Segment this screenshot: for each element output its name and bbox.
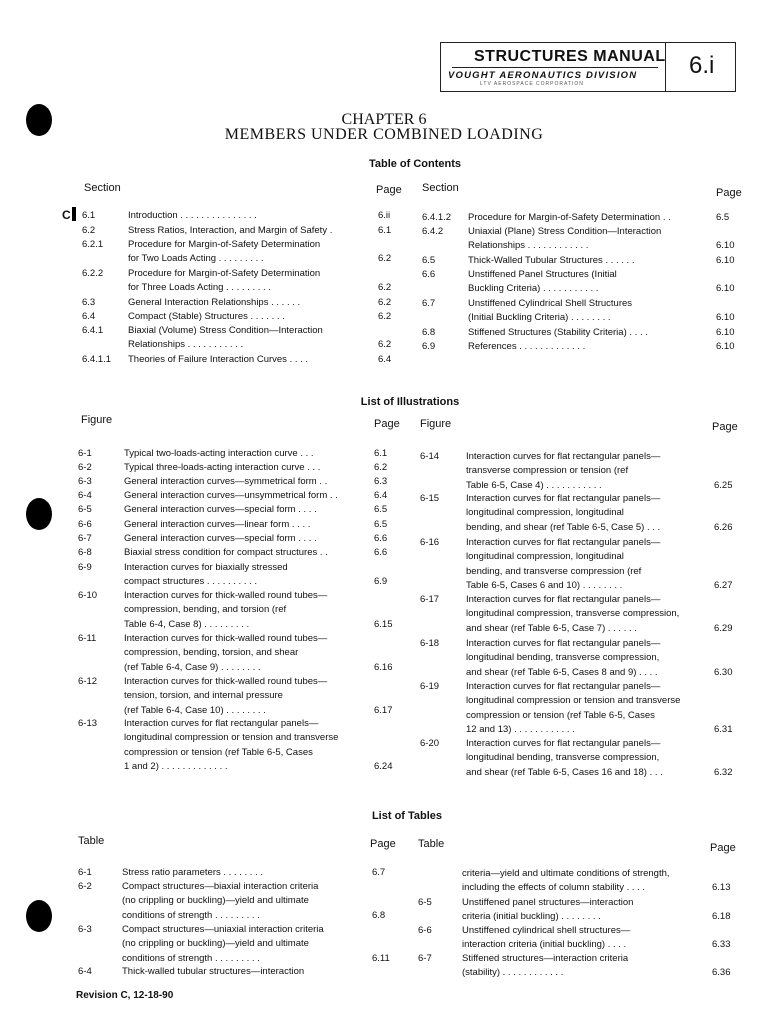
entry-number: 6-19 <box>420 681 440 692</box>
table-label-right: Table <box>418 838 445 850</box>
entry-page: 6.2 <box>378 253 392 265</box>
entry-number: 6-1 <box>78 448 92 459</box>
entry-page: 6.1 <box>374 448 388 459</box>
entry-text: (ref Table 6-4, Case 10) . . . . . . . . <box>124 704 266 716</box>
entry-text: General interaction curves—symmetrical form . . <box>124 476 328 487</box>
chapter-number: CHAPTER 6 <box>341 111 427 128</box>
entry-page: 6.10 <box>716 240 735 252</box>
entry-text: and shear (ref Table 6-5, Cases 8 and 9) . . . . <box>466 666 658 678</box>
entry-page: 6.9 <box>374 576 388 588</box>
entry-text: Interaction curves for flat rectangular panels— <box>466 451 661 462</box>
entry-number: 6.2.2 <box>82 268 104 279</box>
entry-page: 6.13 <box>712 882 731 894</box>
tbl-page-label-right: Page <box>710 842 736 854</box>
entry-text: Interaction curves for thick-walled round tubes— <box>124 590 328 601</box>
entry-number: 6-2 <box>78 462 92 473</box>
entry-page: 6.24 <box>374 760 393 772</box>
entry-text: including the effects of column stability . . . . <box>462 882 646 894</box>
entry-text: Unstiffened Cylindrical Shell Structures <box>468 298 633 309</box>
entry-text: (no crippling or buckling)—yield and ultimate <box>122 938 309 950</box>
entry-page: 6.5 <box>374 504 388 515</box>
entry-text: compression, bending, torsion, and shear <box>124 647 299 659</box>
entry-text: for Two Loads Acting . . . . . . . . . <box>128 253 264 265</box>
entry-text: Buckling Criteria) . . . . . . . . . . . <box>468 283 599 295</box>
entry-page: 6.2 <box>378 339 392 351</box>
binder-hole-middle <box>26 498 52 530</box>
entry-number: 6-2 <box>78 881 92 892</box>
entry-number: 6.2 <box>82 225 96 236</box>
entry-page: 6.29 <box>714 622 733 634</box>
entry-text: Thick-Walled Tubular Structures . . . . . . <box>468 255 635 266</box>
entry-number: 6.7 <box>422 298 436 309</box>
entry-number: 6.3 <box>82 297 96 308</box>
entry-page: 6.ii <box>378 210 391 221</box>
entry-number: 6.2.1 <box>82 239 104 250</box>
toc-heading: Table of Contents <box>368 158 462 170</box>
entry-number: 6-6 <box>418 925 432 936</box>
entry-text: compact structures . . . . . . . . . . <box>124 576 258 588</box>
entry-text: General interaction curves—unsymmetrical form . . <box>124 490 338 501</box>
entry-number: 6-18 <box>420 638 440 649</box>
entry-page: 6.6 <box>374 533 388 544</box>
binder-hole-bottom <box>26 900 52 932</box>
entry-page: 6.4 <box>374 490 388 501</box>
entry-text: Interaction curves for flat rectangular panels— <box>124 718 319 729</box>
manual-title: STRUCTURES MANUAL <box>474 48 666 65</box>
entry-text: Stress ratio parameters . . . . . . . . <box>122 867 263 878</box>
entry-number: 6-6 <box>78 519 92 530</box>
entry-page: 6.10 <box>716 327 735 338</box>
entry-page: 6.1 <box>378 225 392 236</box>
entry-text: Biaxial (Volume) Stress Condition—Interaction <box>128 325 323 336</box>
entry-number: 6-12 <box>78 676 98 687</box>
entry-page: 6.30 <box>714 666 733 678</box>
illustrations-heading: List of Illustrations <box>360 396 460 408</box>
entry-text: (ref Table 6-4, Case 9) . . . . . . . . <box>124 661 261 673</box>
entry-text: longitudinal compression, transverse compression, <box>466 608 680 620</box>
toc-page-label-left: Page <box>376 184 402 196</box>
entry-number: 6-5 <box>78 504 92 515</box>
entry-text: compression, bending, and torsion (ref <box>124 604 287 616</box>
entry-page: 6.2 <box>378 311 392 322</box>
entry-number: 6-13 <box>78 718 98 729</box>
entry-text: Unstiffened cylindrical shell structures— <box>462 925 631 936</box>
entry-text: Stiffened structures—interaction criteria <box>462 953 629 964</box>
entry-text: General interaction curves—linear form . . . . <box>124 519 311 530</box>
table-label-left: Table <box>78 835 105 847</box>
entry-number: 6.8 <box>422 327 436 338</box>
ill-page-label-right: Page <box>712 421 738 433</box>
entry-page: 6.18 <box>712 911 731 923</box>
entry-text: Interaction curves for flat rectangular panels— <box>466 594 661 605</box>
entry-text: and shear (ref Table 6-5, Cases 16 and 18) . . . <box>466 766 663 778</box>
entry-text: Compact structures—biaxial interaction criteria <box>122 881 319 892</box>
ill-page-label-left: Page <box>374 418 400 430</box>
entry-text: Compact (Stable) Structures . . . . . . . <box>128 311 285 322</box>
entry-number: 6-8 <box>78 547 92 558</box>
entry-page: 6.11 <box>372 952 390 964</box>
entry-number: 6-7 <box>78 533 92 544</box>
entry-page: 6.31 <box>714 723 733 735</box>
entry-text: Interaction curves for thick-walled round tubes— <box>124 633 328 644</box>
entry-text: criteria (initial buckling) . . . . . . . . <box>462 911 601 923</box>
entry-number: 6-4 <box>78 966 92 977</box>
entry-page: 6.33 <box>712 939 731 951</box>
entry-number: 6-11 <box>78 633 97 644</box>
entry-text: criteria—yield and ultimate conditions of strength, <box>462 868 670 879</box>
entry-text: Biaxial stress condition for compact structures . . <box>124 547 328 558</box>
entry-text: Relationships . . . . . . . . . . . <box>128 339 244 351</box>
entry-text: conditions of strength . . . . . . . . . <box>122 952 260 964</box>
header-rule <box>452 67 658 68</box>
entry-text: bending, and shear (ref Table 6-5, Case 5) . . . <box>466 521 661 533</box>
entry-text: Relationships . . . . . . . . . . . . <box>468 240 589 252</box>
entry-text: Introduction . . . . . . . . . . . . . . . <box>128 210 257 221</box>
tbl-page-label-left: Page <box>370 838 396 850</box>
entry-text: Stress Ratios, Interaction, and Margin of Safety . <box>128 225 333 236</box>
entry-page: 6.10 <box>716 341 735 352</box>
entry-text: Procedure for Margin-of-Safety Determination . . <box>468 212 671 223</box>
entry-number: 6-14 <box>420 451 440 462</box>
entry-number: 6.4.1.2 <box>422 212 452 223</box>
entry-text: Unstiffened panel structures—interaction <box>462 897 634 908</box>
entry-text: longitudinal compression or tension and transverse <box>124 732 339 744</box>
entry-number: 6.4.1 <box>82 325 104 336</box>
entry-number: 6.4 <box>82 311 96 322</box>
entry-text: Unstiffened Panel Structures (Initial <box>468 269 617 280</box>
entry-text: Interaction curves for flat rectangular panels— <box>466 638 661 649</box>
entry-page: 6.6 <box>374 547 388 558</box>
entry-text: General interaction curves—special form . . . . <box>124 533 317 544</box>
entry-text: and shear (ref Table 6-5, Case 7) . . . . . . <box>466 622 637 634</box>
entry-text: longitudinal bending, transverse compression, <box>466 652 660 664</box>
entry-text: Table 6-5, Case 4) . . . . . . . . . . . <box>466 479 602 491</box>
entry-number: 6-4 <box>78 490 92 501</box>
entry-text: Interaction curves for flat rectangular panels— <box>466 493 661 504</box>
entry-number: 6-17 <box>420 594 440 605</box>
entry-text: conditions of strength . . . . . . . . . <box>122 909 260 921</box>
entry-page: 6.2 <box>378 282 392 294</box>
entry-number: 6-1 <box>78 867 92 878</box>
entry-page: 6.10 <box>716 312 735 324</box>
entry-page: 6.16 <box>374 661 393 673</box>
entry-page: 6.3 <box>374 476 388 487</box>
entry-text: (no crippling or buckling)—yield and ultimate <box>122 895 309 907</box>
entry-page: 6.10 <box>716 283 735 295</box>
entry-page: 6.32 <box>714 766 733 778</box>
entry-text: transverse compression or tension (ref <box>466 465 629 477</box>
entry-text: Interaction curves for flat rectangular panels— <box>466 537 661 548</box>
entry-text: Interaction curves for biaxially stressed <box>124 562 288 573</box>
entry-text: for Three Loads Acting . . . . . . . . . <box>128 282 271 294</box>
chapter-title: MEMBERS UNDER COMBINED LOADING <box>224 126 544 143</box>
entry-page: 6.4 <box>378 354 392 365</box>
division-name: VOUGHT AERONAUTICS DIVISION <box>448 70 638 81</box>
toc-section-label-right: Section <box>422 182 459 194</box>
entry-number: 6-9 <box>78 562 92 573</box>
entry-text: Interaction curves for thick-walled round tubes— <box>124 676 328 687</box>
entry-page: 6.27 <box>714 579 733 591</box>
figure-label-right: Figure <box>420 418 452 430</box>
entry-text: interaction criteria (initial buckling) . . . . <box>462 939 627 951</box>
entry-text: References . . . . . . . . . . . . . <box>468 341 586 352</box>
revision-note: Revision C, 12-18-90 <box>76 990 174 1001</box>
entry-text: longitudinal compression, longitudinal <box>466 507 624 519</box>
entry-number: 6-5 <box>418 897 432 908</box>
entry-text: tension, torsion, and internal pressure <box>124 690 283 702</box>
entry-number: 6-16 <box>420 537 440 548</box>
entry-text: compression or tension (ref Table 6-5, Cases <box>124 746 313 758</box>
entry-text: Typical three-loads-acting interaction curve . . . <box>124 462 321 473</box>
entry-text: Procedure for Margin-of-Safety Determination <box>128 239 321 250</box>
entry-number: 6.9 <box>422 341 436 352</box>
entry-text: (stability) . . . . . . . . . . . . <box>462 967 564 979</box>
page-number: 6.i <box>689 52 715 79</box>
entry-page: 6.5 <box>716 212 730 223</box>
entry-text: Thick-walled tubular structures—interaction <box>122 966 305 977</box>
entry-text: Theories of Failure Interaction Curves . . . . <box>128 354 309 365</box>
entry-page: 6.17 <box>374 704 393 716</box>
entry-text: longitudinal compression, longitudinal <box>466 551 624 563</box>
entry-text: Typical two-loads-acting interaction curve . . . <box>124 448 314 459</box>
entry-page: 6.5 <box>374 519 388 530</box>
entry-number: 6-15 <box>420 493 440 504</box>
entry-page: 6.36 <box>712 967 731 979</box>
entry-number: 6-20 <box>420 738 440 749</box>
entry-text: Compact structures—uniaxial interaction criteria <box>122 924 324 935</box>
entry-number: 6.4.1.1 <box>82 354 112 365</box>
entry-number: 6.1 <box>82 210 96 221</box>
entry-page: 6.26 <box>714 521 733 533</box>
change-mark: C <box>62 207 76 222</box>
corporation-name: LTV AEROSPACE CORPORATION <box>480 81 584 87</box>
entry-text: Interaction curves for flat rectangular panels— <box>466 681 661 692</box>
entry-text: Stiffened Structures (Stability Criteria) . . . . <box>468 327 648 338</box>
entry-text: Table 6-5, Cases 6 and 10) . . . . . . . . <box>466 579 623 591</box>
entry-text: longitudinal bending, transverse compression, <box>466 752 660 764</box>
entry-text: General interaction curves—special form . . . . <box>124 504 317 515</box>
entry-page: 6.8 <box>372 909 386 921</box>
tables-heading: List of Tables <box>371 810 443 822</box>
entry-number: 6.6 <box>422 269 436 280</box>
entry-text: Uniaxial (Plane) Stress Condition—Interaction <box>468 226 662 237</box>
figure-label-left: Figure <box>81 414 113 426</box>
entry-number: 6-10 <box>78 590 98 601</box>
entry-text: Table 6-4, Case 8) . . . . . . . . . <box>124 618 250 630</box>
entry-page: 6.2 <box>374 462 388 473</box>
entry-number: 6.4.2 <box>422 226 444 237</box>
entry-page: 6.25 <box>714 479 733 491</box>
entry-page: 6.15 <box>374 618 393 630</box>
entry-page: 6.10 <box>716 255 735 266</box>
entry-page: 6.2 <box>378 297 392 308</box>
entry-text: bending, and transverse compression (ref <box>466 565 642 577</box>
entry-text: (Initial Buckling Criteria) . . . . . . . . <box>468 312 611 324</box>
entry-text: 12 and 13) . . . . . . . . . . . . <box>466 723 575 735</box>
entry-number: 6-3 <box>78 476 92 487</box>
entry-page: 6.7 <box>372 867 386 878</box>
entry-text: Procedure for Margin-of-Safety Determination <box>128 268 321 279</box>
entry-number: 6.5 <box>422 255 436 266</box>
entry-text: Interaction curves for flat rectangular panels— <box>466 738 661 749</box>
entry-text: longitudinal compression or tension and transverse <box>466 695 681 707</box>
toc-section-label-left: Section <box>84 182 121 194</box>
toc-page-label-right: Page <box>716 187 742 199</box>
entry-text: 1 and 2) . . . . . . . . . . . . . <box>124 760 228 772</box>
entry-text: General Interaction Relationships . . . . . . <box>128 297 301 308</box>
entry-number: 6-7 <box>418 953 432 964</box>
entry-number: 6-3 <box>78 924 92 935</box>
entry-text: compression or tension (ref Table 6-5, Cases <box>466 709 655 721</box>
